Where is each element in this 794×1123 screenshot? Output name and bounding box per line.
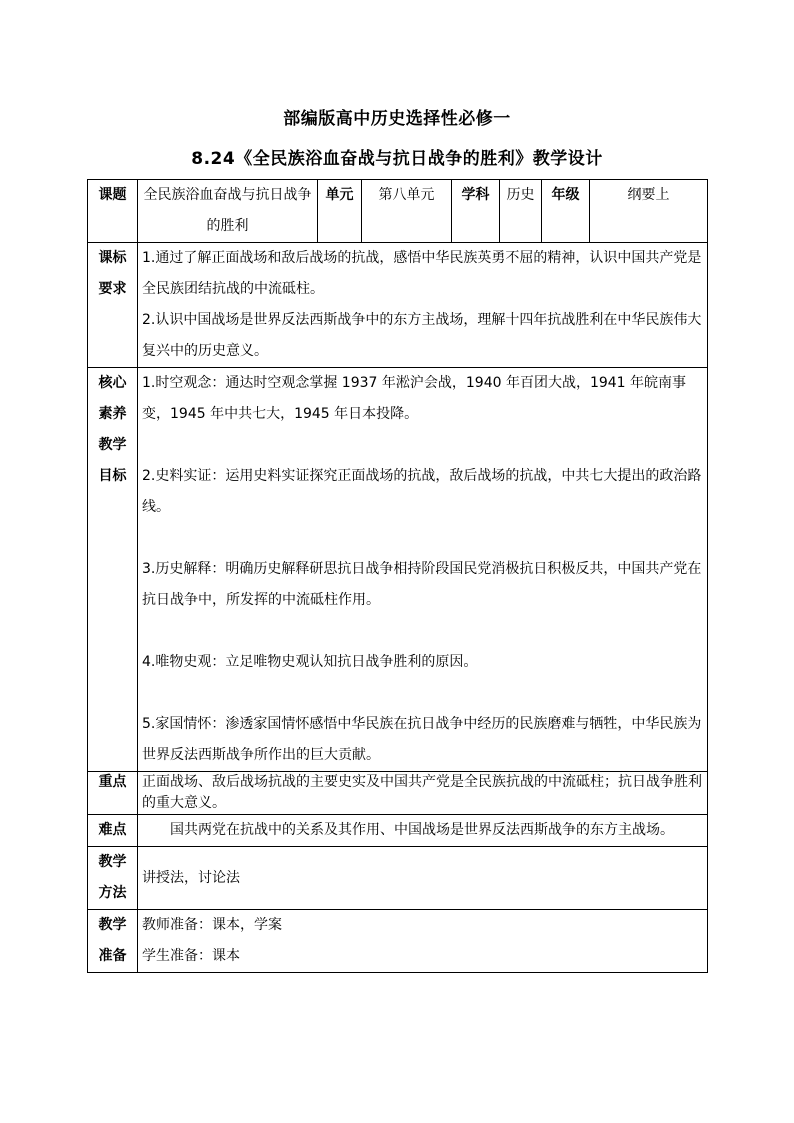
- prep-label: [88, 910, 138, 973]
- method-content: [138, 847, 708, 910]
- standards-content: [138, 243, 708, 368]
- grade-label: 年级: [542, 180, 590, 243]
- difficulty-label: 难点: [88, 815, 138, 847]
- document-title-line2: 8.24《全民族浴血奋战与抗日战争的胜利》教学设计: [191, 149, 603, 169]
- difficulty-row: [88, 815, 708, 847]
- prep-teacher: 教师准备：课本，学案: [142, 917, 282, 933]
- core-item-4: 4.唯物史观：立足唯物史观认知抗日战争胜利的原因。: [142, 654, 478, 670]
- prep-student: 学生准备：课本: [142, 948, 240, 964]
- subject-value: 历史: [500, 180, 542, 243]
- core-item-3: 3.历史解释：明确历史解释研思抗日战争相持阶段国民党消极抗日积极反共，中国共产党在抗日战争中，所发挥的中流砥柱作用。: [142, 561, 702, 608]
- core-literacy-label: [88, 368, 138, 772]
- topic-label: 课题: [88, 180, 138, 243]
- document-title-line1: 部编版高中历史选择性必修一: [283, 109, 511, 129]
- core-item-5: 5.家国情怀：渗透家国情怀感悟中华民族在抗日战争中经历的民族磨难与牺牲，中华民族为世界反法西斯战争所作出的巨大贡献。: [142, 716, 702, 763]
- method-label-line2: 方法: [98, 885, 127, 901]
- standards-label-line1: 课标: [98, 250, 127, 266]
- core-item-2: 2.史料实证：运用史料实证探究正面战场的抗战，敌后战场的抗战，中共七大提出的政治路线。: [142, 468, 702, 515]
- difficulty-content: 国共两党在抗战中的关系及其作用、中国战场是世界反法西斯战争的东方主战场。: [138, 815, 708, 847]
- prep-label-line2: 准备: [98, 948, 127, 964]
- header-row: [88, 180, 708, 243]
- topic-value-text: 全民族浴血奋战与抗日战争的胜利: [143, 187, 312, 234]
- key-point-content: 正面战场、敌后战场抗战的主要史实及中国共产党是全民族抗战的中流砥柱；抗日战争胜利的重大意义。: [138, 772, 708, 815]
- prep-label-line1: 教学: [98, 917, 127, 933]
- unit-label: 单元: [318, 180, 362, 243]
- method-label-line1: 教学: [98, 854, 127, 870]
- core-item-1: 1.时空观念：通达时空观念掌握 1937 年淞沪会战，1940 年百团大战，1941 年皖南事变，1945 年中共七大，1945 年日本投降。: [142, 375, 687, 422]
- topic-value: [138, 180, 318, 243]
- standards-item-1: 1.通过了解正面战场和敌后战场的抗战，感悟中华民族英勇不屈的精神，认识中国共产党是全民族团结抗战的中流砥柱。: [142, 250, 702, 297]
- standards-row: [88, 243, 708, 368]
- core-literacy-content: [138, 368, 708, 772]
- core-label-line3: 教学: [98, 437, 127, 453]
- prep-content: [138, 910, 708, 973]
- core-label-line1: 核心: [98, 375, 127, 391]
- subject-label: 学科: [452, 180, 500, 243]
- core-label-line2: 素养: [98, 406, 127, 422]
- core-label-line4: 目标: [98, 468, 127, 484]
- grade-value: 纲要上: [590, 180, 708, 243]
- unit-value: 第八单元: [362, 180, 452, 243]
- core-literacy-row: [88, 368, 708, 772]
- method-label: [88, 847, 138, 910]
- prep-row: [88, 910, 708, 973]
- method-row: [88, 847, 708, 910]
- standards-label: [88, 243, 138, 368]
- method-text: 讲授法，讨论法: [142, 869, 240, 886]
- key-point-label: 重点: [88, 772, 138, 815]
- standards-item-2: 2.认识中国战场是世界反法西斯战争中的东方主战场，理解十四年抗战胜利在中华民族伟大复兴中的历史意义。: [142, 312, 702, 359]
- lesson-plan-table: [87, 179, 708, 973]
- standards-label-line2: 要求: [98, 281, 127, 297]
- key-point-row: [88, 772, 708, 815]
